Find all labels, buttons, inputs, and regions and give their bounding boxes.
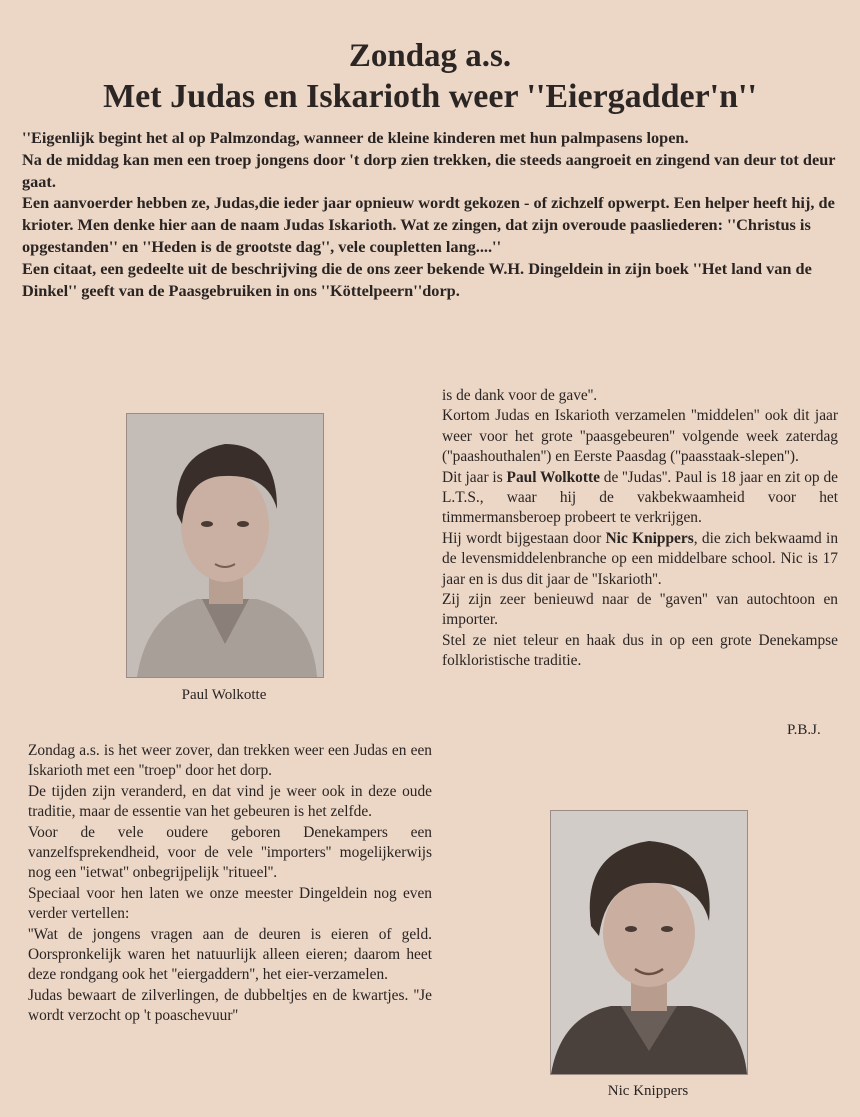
right-column (442, 386, 838, 672)
portrait-image (551, 811, 747, 1074)
text-run: Hij wordt bijgestaan door (442, 529, 606, 547)
photo-caption: Paul Wolkotte (181, 687, 267, 703)
body-paragraph: Voor de vele oudere geboren Denekampers een vanzelfsprekendheid, voor de vele ''importers'' mogelijkerwijs nog een ''ietwat'' onbegrijpelijk ''ritueel''. (28, 823, 432, 882)
text-run: de ''Judas''. Paul is 18 jaar en zit op de L.T.S., waar hij de vakbekwaamheid voor het timmermansberoep probeert te verkrijgen. (442, 468, 838, 527)
intro-paragraph: Een citaat, een gedeelte uit de beschrijving die de ons zeer bekende W.H. Dingeldein in zijn boek ''Het land van de Dinkel'' geeft van de Paasgebruiken in ons ''Köttelpeern''dorp. (22, 258, 812, 300)
left-column (28, 741, 432, 1027)
name-highlight: Nic Knippers (605, 529, 694, 547)
article-title-line1: Zondag a.s. (348, 38, 512, 74)
body-paragraph (442, 468, 838, 529)
body-paragraph: Stel ze niet teleur en haak dus in op een grote Denekampse folkloristische traditie. (442, 631, 838, 670)
intro-paragraph: Na de middag kan men een troep jongens door 't dorp zien trekken, die steeds aangroeit en zingend van deur tot deur gaat. (22, 149, 836, 191)
photo-nic-knippers (550, 810, 748, 1075)
body-paragraph: is de dank voor de gave''. (442, 387, 598, 404)
body-paragraph: Zij zijn zeer benieuwd naar de ''gaven'' van autochtoon en importer. (442, 591, 838, 629)
body-paragraph: Judas bewaart de zilverlingen, de dubbeltjes en de kwartjes. ''Je wordt verzocht op 't poaschevuur'' (28, 986, 432, 1025)
text-run: Dit jaar is (442, 468, 507, 486)
author-signature: P.B.J. (787, 722, 821, 738)
photo-caption: Nic Knippers (607, 1083, 689, 1099)
body-paragraph: Kortom Judas en Iskarioth verzamelen ''middelen'' ook dit jaar weer voor het grote ''paasgebeuren'' volgende week zaterdag (''paashouthalen'') en Eerste Paasdag (''paasstaak-slepen''). (442, 407, 838, 466)
text-run: , die zich bekwaamd in de levensmiddelenbranche op een middelbare school. Nic is 17 jaar en is dus dit jaar de ''Iskarioth''. (442, 529, 839, 588)
body-paragraph: Speciaal voor hen laten we onze meester Dingeldein nog even verder vertellen: (28, 884, 432, 923)
body-paragraph (442, 529, 838, 590)
portrait-image (127, 414, 323, 677)
article-title-line2: Met Judas en Iskarioth weer ''Eiergadder'n'' (103, 78, 757, 115)
intro-block (22, 127, 840, 301)
body-paragraph: ''Wat de jongens vragen aan de deuren is eieren of geld. Oorspronkelijk waren het natuurlijk alleen eieren; daarom heet deze rondgang ook het ''eiergaddern'', het eier-verzamelen. (28, 925, 432, 984)
body-paragraph: Zondag a.s. is het weer zover, dan trekken weer een Judas en een Iskarioth met een ''troep'' door het dorp. (28, 742, 432, 780)
body-paragraph: De tijden zijn veranderd, en dat vind je weer ook in deze oude traditie, maar de essentie van het gebeuren is het zelfde. (28, 782, 432, 821)
intro-paragraph: Een aanvoerder hebben ze, Judas,die ieder jaar opnieuw wordt gekozen - of zichzelf opwerpt. Een helper heeft hij, de krioter. Men denke hier aan de naam Judas Iskarioth. Wat ze zingen, dat zijn overoude paasliederen: ''Christus is opgestanden'' en ''Heden is de grootste dag'', vele coupletten lang....'' (22, 193, 835, 256)
intro-paragraph: ''Eigenlijk begint het al op Palmzondag, wanneer de kleine kinderen met hun palmpasens lopen. (22, 128, 689, 147)
photo-paul-wolkotte (126, 413, 324, 678)
name-highlight: Paul Wolkotte (506, 468, 600, 486)
